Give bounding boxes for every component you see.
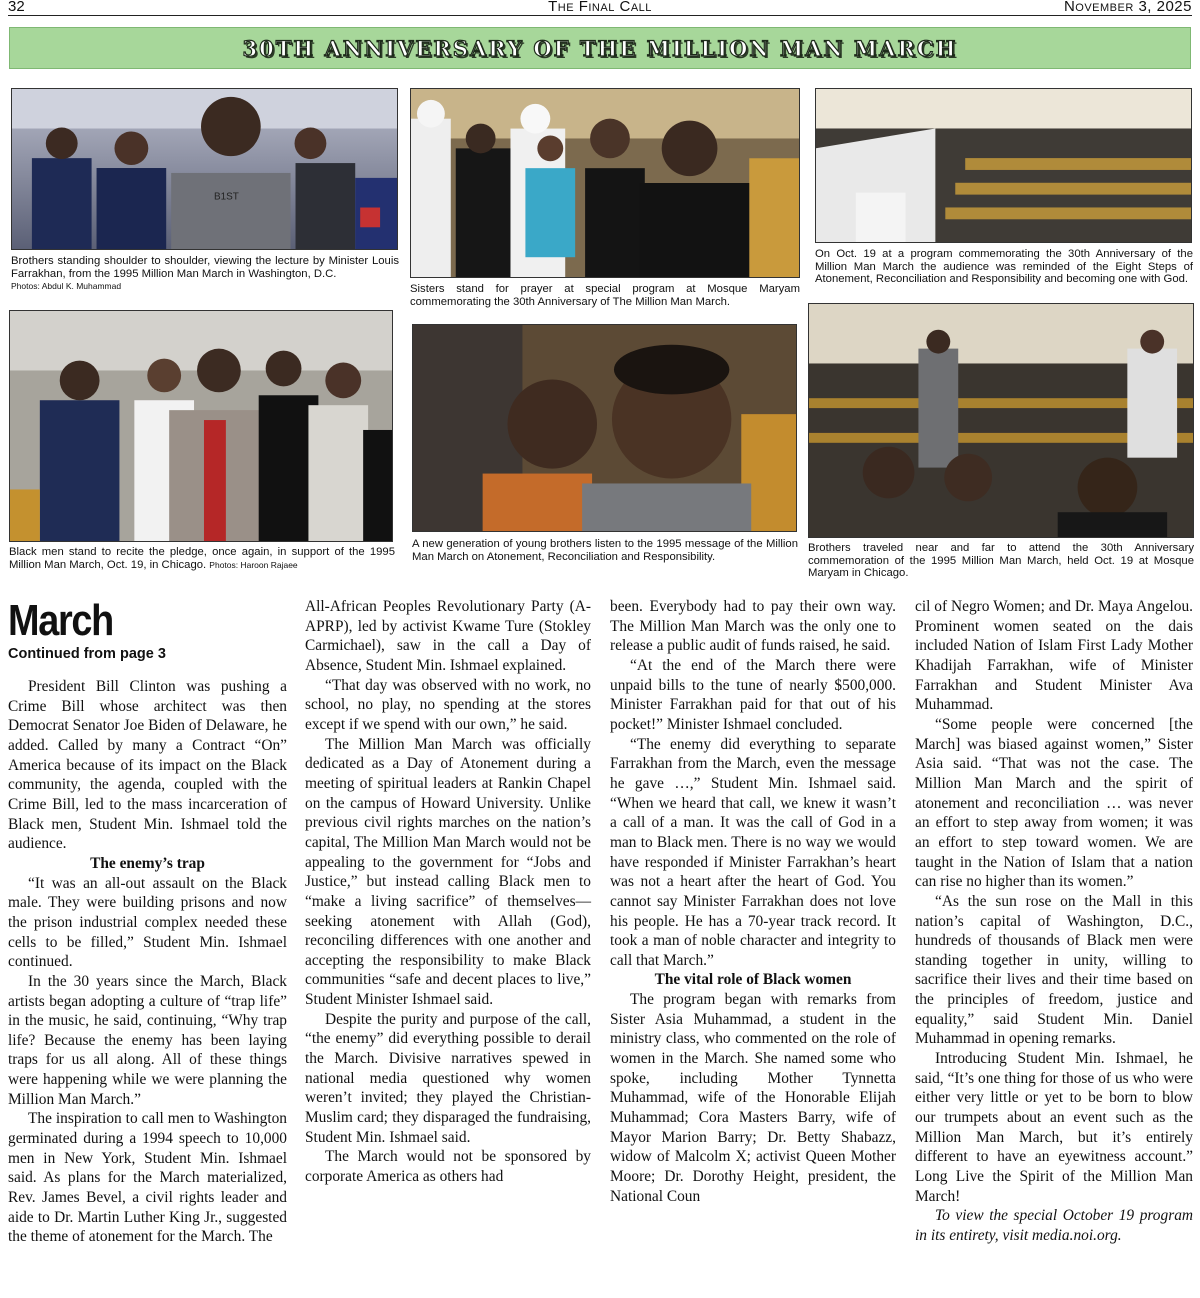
caption-text: Black men stand to recite the pledge, once again, in support of the 1995 Million Man March, Oct. 19, in Chicago.: [9, 546, 395, 571]
paragraph: cil of Negro Women; and Dr. Maya Angelou. Prominent women seated on the dais included Nation of Islam First Lady Mother Khadijah Farrakhan, wife of Minister Farrakhan and Student Minister Ava Muhammad.: [915, 598, 1193, 714]
photo-brothers-standing: [11, 88, 398, 250]
photo-caption: [11, 255, 399, 293]
paragraph: “Some people were concerned [the March] was biased against women,” Sister Asia said. “That was not the case. The Million Man March and the spirit of atonement and reconciliation … was never an effort to step away from women; it was an effort to step toward women. We are taught in the Nation of Islam that a nation can rise no higher than its women.”: [915, 715, 1193, 891]
caption-text: Sisters stand for prayer at special program at Mosque Maryam commemorating the 30th Anniversary of The Million Man March.: [410, 283, 800, 308]
paragraph: The program began with remarks from Sister Asia Muhammad, a student in the ministry class, who commented on the role of women in the March. She named some who spoke, including Mother Tynnetta Muhammad, wife of the Honorable Elijah Muhammad; Cora Masters Barry, wife of Mayor Marion Barry; Dr. Betty Shabazz, widow of Malcolm X; activist Queen Mother Moore; Dr. Dorothy Height, president, the National Coun: [610, 991, 896, 1205]
paragraph: President Bill Clinton was pushing a Crime Bill whose architect was then Democrat Senator Joe Biden of Delaware, he added. Called by many a Contract “On” America because of its impact on the Black community, the agenda, coupled with the Crime Bill, led to the mass incarceration of Black men, Student Min. Ishmael told the audience.: [8, 678, 287, 853]
subhead: The vital role of Black women: [654, 971, 852, 989]
subhead: The enemy’s trap: [90, 854, 205, 872]
paragraph: “It was an all-out assault on the Black male. They were building prisons and now the prison industrial complex needed these cells to be filled,” Student Min. Ishmael continued.: [8, 874, 287, 971]
photo-young-brothers: [412, 324, 797, 532]
paragraph: The Million Man March was officially dedicated as a Day of Atonement during a meeting of spiritual leaders at Rankin Chapel on the campus of Howard University. Unlike previous civil rights marches on the nation’s capital, The Million Man March would not be appealing to the government for “Jobs and Justice,” but instead calling Black men to “make a living sacrifice” of themselves—seeking atonement with Allah (God), reconciling differences with one another and accepting the responsibility to make Black communities “safe and decent places to live,” Student Minister Ishmael said.: [305, 735, 591, 1009]
article-column-2: [305, 597, 591, 1187]
paragraph: To view the special October 19 program in its entirety, visit media.noi.org.: [915, 1207, 1193, 1244]
paragraph: The March would not be sponsored by corporate America as others had: [305, 1148, 591, 1186]
issue-date: November 3, 2025: [1063, 0, 1192, 15]
continued-from: Continued from page 3: [8, 646, 166, 662]
photo-caption: [410, 283, 800, 308]
photo-men-pledge: [9, 310, 393, 542]
photo-credit: Photos: Haroon Rajaee: [209, 559, 298, 570]
paragraph: In the 30 years since the March, Black artists began adopting a culture of “trap life” in the music, he said, continuing, “Why trap life? Because the enemy has been laying traps for us all along. All of these things were happening while we were planning the Million Man March.”: [8, 972, 287, 1108]
photo-credit: Photos: Abdul K. Muhammad: [11, 281, 122, 291]
photo-caption: [412, 538, 798, 563]
paragraph: Introducing Student Min. Ishmael, he said, “It’s one thing for those of us who were either very little or yet to be born to blow our trumpets about an event such as the Million Man March, but it’s entirely different to have an eyewitness account.” Long Live the Spirit of the Million Man March!: [915, 1050, 1193, 1205]
caption-text: Brothers standing shoulder to shoulder, viewing the lecture by Minister Louis Farrakhan, from the 1995 Million Man March in Washington, D.C.: [11, 255, 399, 280]
jacket-text: B1ST: [213, 191, 239, 203]
paragraph: “That day was observed with no work, no school, no play, no spending at the stores except if we spend with our own,” he said.: [305, 676, 591, 733]
publication-name: The Final Call: [548, 0, 652, 15]
article-headline: March: [8, 596, 114, 645]
paragraph: Despite the purity and purpose of the call, “the enemy” did everything possible to derail the March. Divisive narratives spewed in national media questioned why women weren’t invited; they played the Christian-Muslim card; they disparaged the fundraising, Student Min. Ishmael said.: [305, 1010, 591, 1146]
photo-brothers-travel: [808, 303, 1194, 538]
caption-text: A new generation of young brothers listen to the 1995 message of the Million Man March on Atonement, Reconciliation and Responsibility.: [412, 538, 798, 563]
photo-sisters-prayer: [410, 88, 800, 278]
photo-audience-hall: [815, 88, 1192, 243]
paragraph: been. Everybody had to pay their own way. The Million Man March was the only one to release a public audit of funds raised, he said.: [610, 598, 896, 655]
photo-caption: [808, 542, 1194, 580]
article-column-1: [8, 677, 287, 1247]
paragraph: All-African Peoples Revolutionary Party (A-APRP), led by activist Kwame Ture (Stokley Carmichael), saw in the call a Day of Absence, Student Min. Ishmael explained.: [305, 598, 591, 674]
banner-title: 30TH ANNIVERSARY OF THE MILLION MAN MARCH: [242, 36, 958, 61]
masthead: [8, 0, 1192, 16]
paragraph: “As the sun rose on the Mall in this nation’s capital of Washington, D.C., hundreds of thousands of Black men were standing together in unity, willing to sacrifice their lives and their time based on the principles of freedom, justice and equality,” said Student Min. Daniel Muhammad in opening remarks.: [915, 892, 1193, 1048]
paragraph: “The enemy did everything to separate Farrakhan from the March, even the message he gave …,” Student Min. Ishmael said. “When we heard that call, we knew it wasn’t a call of a man. It was the call of God in a man to Black men. There is no way we would have responded if Minister Farrakhan’s heart was not a heart after the heart of God. You cannot say Minister Farrakhan does not love his people. He has a 70-year track record. It took a man of noble character and integrity to call that March.”: [610, 735, 896, 969]
caption-text: Brothers traveled near and far to attend the 30th Anniversary commemoration of the 1995 Million Man March, held Oct. 19 at Mosque Maryam in Chicago.: [808, 542, 1194, 579]
paragraph: The inspiration to call men to Washington germinated during a 1994 speech to 10,000 men in New York, Student Min. Ishmael said. As plans for the March materialized, Rev. James Bevel, a civil rights leader and aide to Dr. Martin Luther King Jr., suggested the theme of atonement for the March. The: [8, 1110, 287, 1246]
caption-text: On Oct. 19 at a program commemorating the 30th Anniversary of the Million Man March the audience was reminded of the Eight Steps of Atonement, Reconciliation and Responsibility and becoming one with God.: [815, 248, 1193, 285]
section-banner: [9, 27, 1191, 69]
photo-caption: [815, 248, 1193, 286]
article-column-3: [610, 597, 896, 1206]
photo-caption: [9, 546, 395, 571]
page-number: 32: [8, 0, 25, 15]
article-column-4: [915, 597, 1193, 1246]
paragraph: “At the end of the March there were unpaid bills to the tune of nearly $500,000. Minister Farrakhan paid for that out of his pocket!” Minister Ishmael concluded.: [610, 656, 896, 733]
